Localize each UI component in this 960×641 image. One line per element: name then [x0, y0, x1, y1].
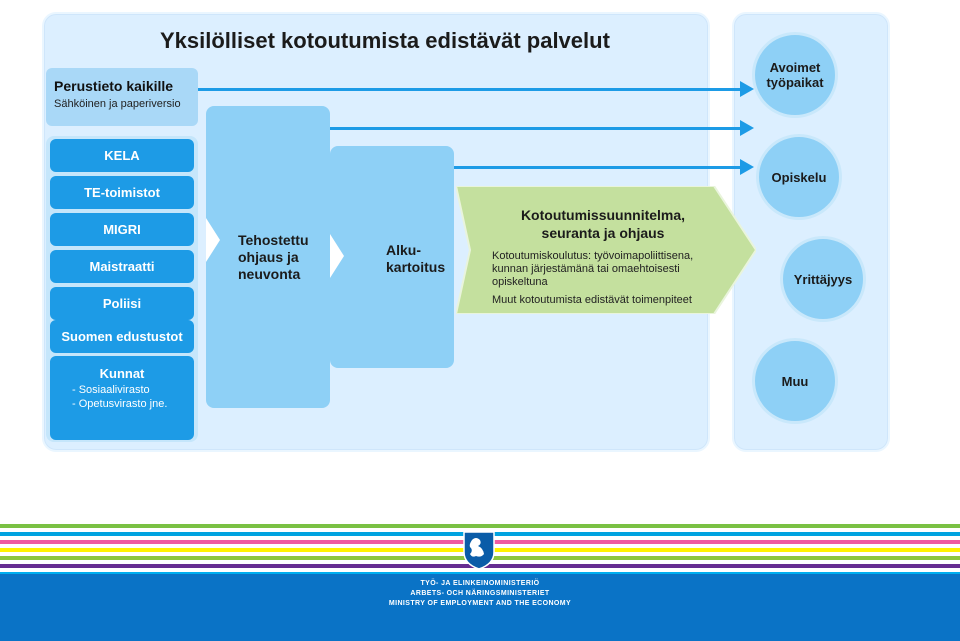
guidance-line-3: neuvonta [238, 266, 301, 282]
guidance-text [238, 232, 309, 283]
plan-body [492, 250, 724, 289]
outcome-other [752, 338, 838, 424]
service-maistraatti: Maistraatti [50, 250, 194, 283]
outcome-open-jobs-line-1: Avoimet [769, 60, 821, 75]
plan-title-line-2: seuranta ja ohjaus [541, 225, 665, 241]
arrow-head-2 [740, 120, 754, 136]
outcome-entrepreneurship [780, 236, 866, 322]
footer-line-2: ARBETS- OCH NÄRINGSMINISTERIET [410, 590, 550, 597]
services-column [46, 136, 198, 442]
plan-extra: Muut kotoutumista edistävät toimenpiteet [492, 294, 692, 306]
assessment-line-1: Alku- [386, 242, 421, 258]
footer-bar [0, 574, 960, 641]
kunnat-item-2: - Opetusvirasto jne. [72, 398, 168, 410]
arrow-line-2 [330, 127, 740, 130]
outcome-open-jobs [752, 32, 838, 118]
footer-line-1: TYÖ- JA ELINKEINOMINISTERIÖ [420, 580, 540, 587]
arrow-line-1 [198, 88, 740, 91]
arrow-line-3 [454, 166, 740, 169]
footer-line-3: MINISTRY OF EMPLOYMENT AND THE ECONOMY [388, 600, 572, 607]
assessment-text [386, 242, 445, 276]
notch-arrow-1 [206, 218, 220, 262]
guidance-line-1: Tehostettu [238, 232, 309, 248]
plan-body-line-2: kunnan järjestämänä tai omaehtoisesti [492, 263, 680, 275]
outcome-other-label: Muu [781, 373, 809, 389]
plan-body-line-1: Kotoutumiskoulutus: työvoimapoliittisena, [492, 250, 694, 262]
assessment-line-2: kartoitus [386, 259, 446, 275]
basic-info-box [46, 68, 198, 126]
kunnat-title: Kunnat [99, 366, 145, 381]
diagram-title: Yksilölliset kotoutumista edistävät palvelut [160, 28, 610, 53]
outcome-studies [756, 134, 842, 220]
kunnat-item-1: - Sosiaalivirasto [72, 384, 150, 396]
service-suomen-edustustot: Suomen edustustot [50, 320, 194, 353]
service-migri: MIGRI [50, 213, 194, 246]
guidance-line-2: ohjaus ja [238, 249, 299, 265]
service-poliisi: Poliisi [50, 287, 194, 320]
finnish-lion-emblem-icon [462, 530, 496, 570]
arrow-head-3 [740, 159, 754, 175]
basic-info-title: Perustieto kaikille [54, 78, 174, 94]
outcome-open-jobs-line-2: työpaikat [766, 75, 824, 90]
plan-body-line-3: opiskeltuna [492, 276, 548, 288]
basic-info-subtitle: Sähköinen ja paperiversio [54, 98, 181, 110]
plan-title-line-1: Kotoutumissuunnitelma, [520, 207, 686, 223]
service-kunnat [50, 356, 194, 440]
outcome-entrepreneurship-label: Yrittäjyys [793, 271, 853, 287]
outcome-studies-label: Opiskelu [771, 169, 827, 185]
service-kela: KELA [50, 139, 194, 172]
plan-title [508, 206, 698, 242]
service-te-toimistot: TE-toimistot [50, 176, 194, 209]
notch-arrow-2 [330, 234, 344, 278]
